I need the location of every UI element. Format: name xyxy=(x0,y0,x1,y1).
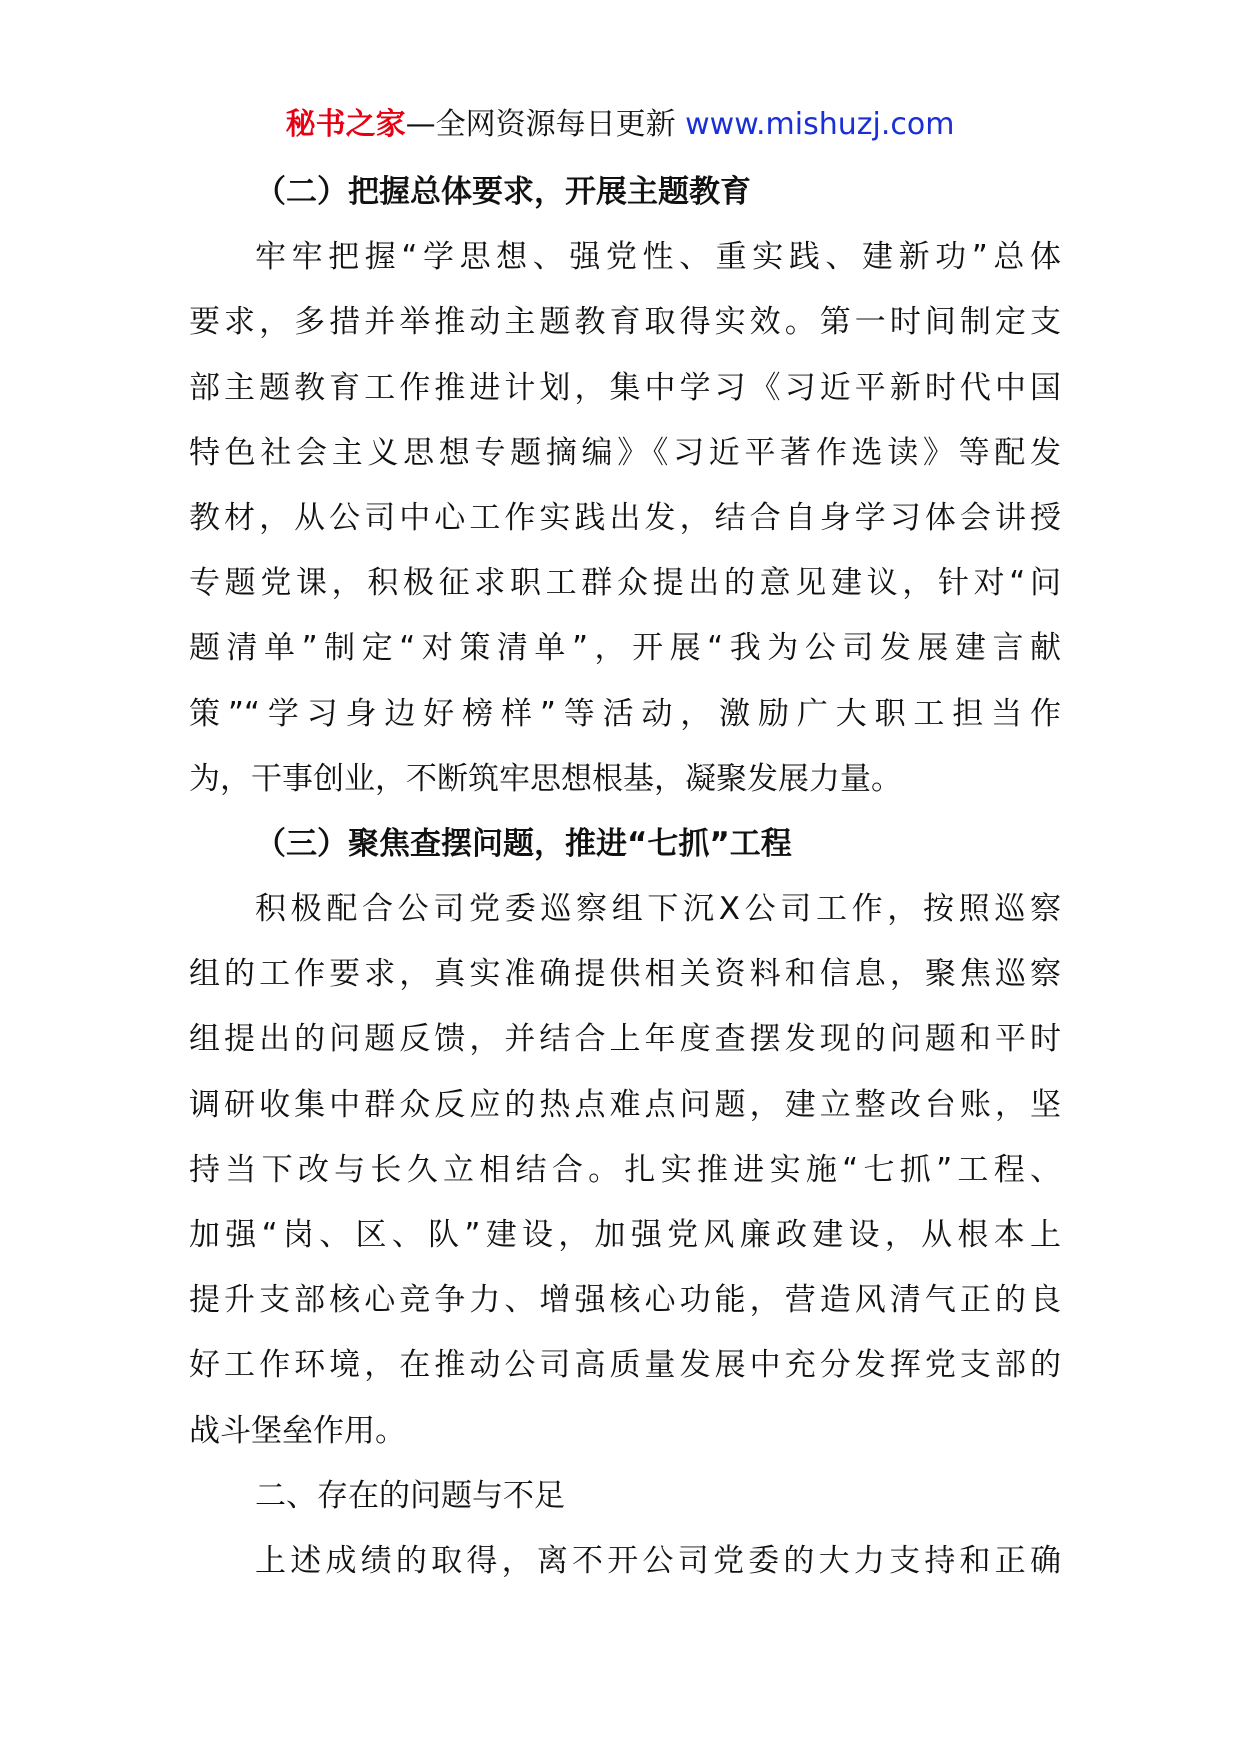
paragraph-line: 为，干事创业，不断筑牢思想根基，凝聚发展力量。 xyxy=(189,760,902,797)
paragraph-line: 专题党课，积极征求职工群众提出的意见建议，针对“问 xyxy=(189,565,1061,602)
document-body xyxy=(189,160,1061,1594)
site-url-link[interactable]: www.mishuzj.com xyxy=(685,107,955,142)
brand-name: 秘书之家 xyxy=(285,107,406,142)
site-banner xyxy=(0,100,1240,150)
paragraph-line: 积极配合公司党委巡察组下沉X公司工作，按照巡察 xyxy=(255,891,1061,928)
paragraph-line: 组提出的问题反馈，并结合上年度查摆发现的问题和平时 xyxy=(189,1021,1061,1058)
paragraph-line: 特色社会主义思想专题摘编》《习近平著作选读》等配发 xyxy=(189,434,1061,471)
paragraph-line: 提升支部核心竞争力、增强核心功能，营造风清气正的良 xyxy=(189,1282,1061,1319)
paragraph-line: 策”“学习身边好榜样”等活动，激励广大职工担当作 xyxy=(189,695,1061,732)
paragraph-line: 上述成绩的取得，离不开公司党委的大力支持和正确 xyxy=(255,1542,1061,1579)
paragraph-line: 组的工作要求，真实准确提供相关资料和信息，聚焦巡察 xyxy=(189,956,1061,993)
section-heading-2: （二）把握总体要求，开展主题教育 xyxy=(255,174,751,210)
section-heading-3: （三）聚焦查摆问题，推进“七抓”工程 xyxy=(255,825,792,862)
paragraph-line: 题清单”制定“对策清单”，开展“我为公司发展建言献 xyxy=(189,630,1061,667)
paragraph-line: 持当下改与长久立相结合。扎实推进实施“七抓”工程、 xyxy=(189,1151,1061,1188)
paragraph-line: 要求，多措并举推动主题教育取得实效。第一时间制定支 xyxy=(189,304,1061,341)
paragraph-line: 教材，从公司中心工作实践出发，结合自身学习体会讲授 xyxy=(189,499,1061,536)
paragraph-line: 战斗堡垒作用。 xyxy=(189,1412,406,1449)
paragraph-line: 调研收集中群众反应的热点难点问题，建立整改台账，坚 xyxy=(189,1086,1061,1123)
paragraph-line: 部主题教育工作推进计划，集中学习《习近平新时代中国 xyxy=(189,369,1061,406)
paragraph-line: 好工作环境，在推动公司高质量发展中充分发挥党支部的 xyxy=(189,1347,1061,1384)
paragraph-line: 牢牢把握“学思想、强党性、重实践、建新功”总体 xyxy=(255,239,1061,276)
banner-tagline: —全网资源每日更新 xyxy=(405,107,686,142)
section-heading-problems: 二、存在的问题与不足 xyxy=(255,1477,565,1514)
paragraph-line: 加强“岗、区、队”建设，加强党风廉政建设，从根本上 xyxy=(189,1217,1061,1253)
